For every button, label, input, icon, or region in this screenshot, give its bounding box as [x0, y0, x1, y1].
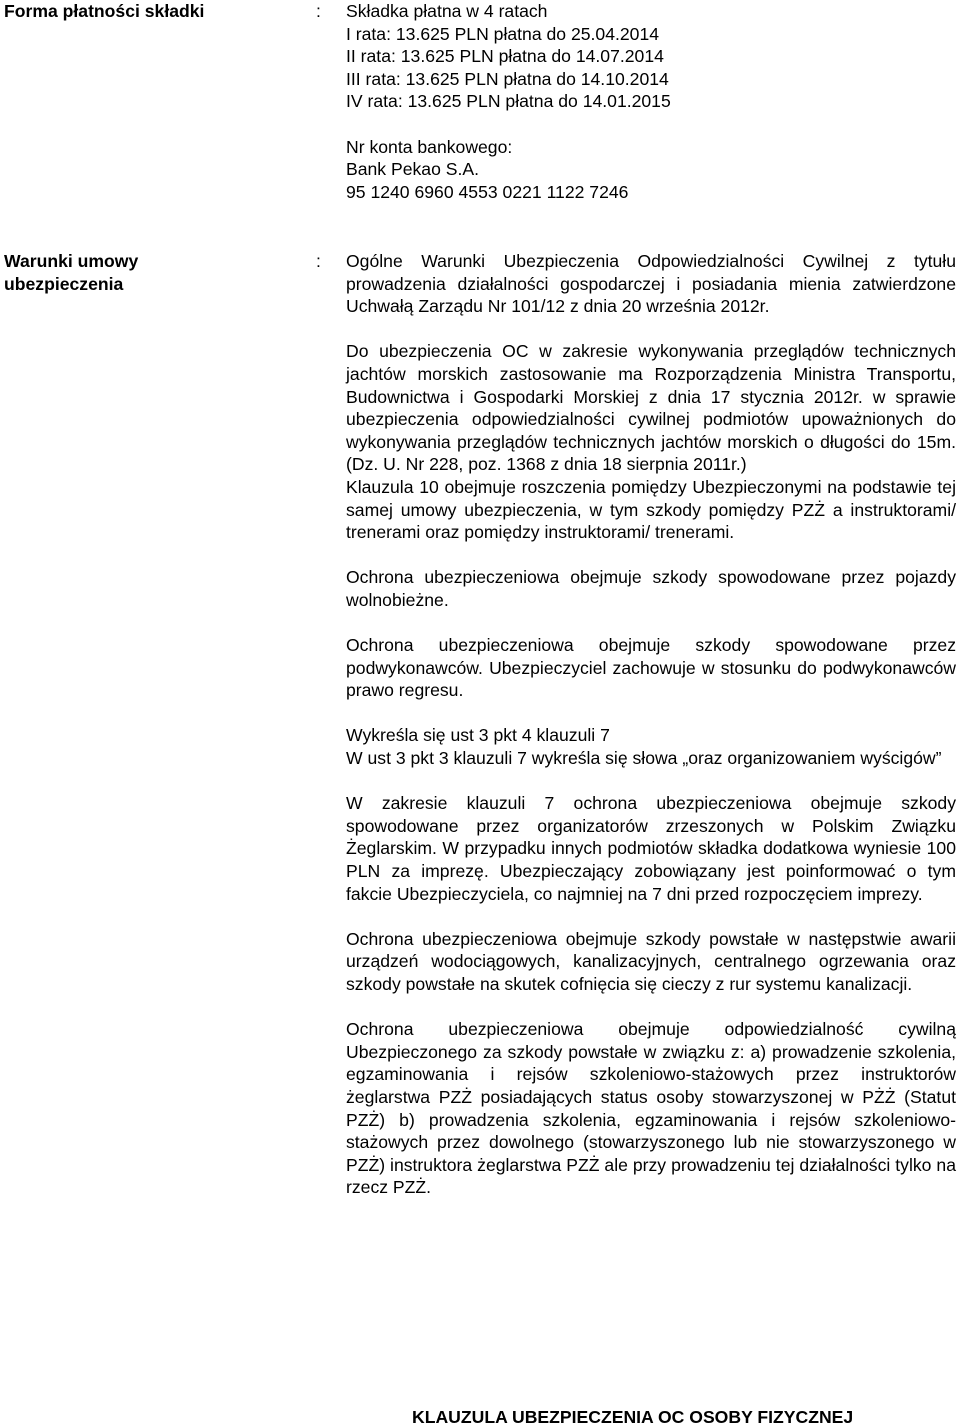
next-section-heading: KLAUZULA UBEZPIECZENIA OC OSOBY FIZYCZNEJ — [412, 1407, 854, 1427]
conditions-label-line1: Warunki umowy — [4, 251, 139, 271]
installment-line: Składka płatna w 4 ratach — [346, 1, 548, 21]
oc-inspections-paragraph: Do ubezpieczenia OC w zakresie wykonywania przeglądów technicznych jachtów morskich zastosowanie ma Rozporządzenia Ministra Transportu, Budownictwa i Gospodarki Morskiej z dnia 17 stycznia 2012r. w sprawie ubezpieczenia odpowiedzialności cywilnej podmiotów upoważnionych do wykonywania przeglądów technicznych jachtów morskich o długości do 15m. (Dz. U. Nr 228, poz. 1368 z dnia 18 sierpnia 2011r.) — [346, 341, 956, 475]
account-number: 95 1240 6960 4553 0221 1122 7246 — [346, 181, 629, 202]
conditions-label-line2: ubezpieczenia — [4, 273, 124, 294]
payment-details — [346, 0, 956, 203]
clause-10-paragraph: Klauzula 10 obejmuje roszczenia pomiędzy Ubezpieczonymi na podstawie tej samej umowy ubezpieczenia, w tym szkody pomiędzy PZŻ a instruktorami/ trenerami oraz pomiędzy instruktorami/ trenerami. — [346, 476, 956, 543]
clause-7-scope-paragraph: W zakresie klauzuli 7 ochrona ubezpieczeniowa obejmuje szkody spowodowane przez organizatorów zrzeszonych w Polskim Związku Żeglarskim. W przypadku innych podmiotów składka dodatkowa wyniesie 100 PLN za imprezę. Ubezpieczający zobowiązany jest poinformować o tym fakcie Ubezpieczyciela, co najmniej na 7 dni przed rozpoczęciem imprezy. — [346, 793, 956, 904]
conditions-label — [4, 250, 304, 295]
subcontractors-paragraph: Ochrona ubezpieczeniowa obejmuje szkody spowodowane przez podwykonawców. Ubezpieczyciel zachowuje w stosunku do podwykonawców prawo regresu. — [346, 635, 956, 701]
vehicles-paragraph: Ochrona ubezpieczeniowa obejmuje szkody spowodowane przez pojazdy wolnobieżne. — [346, 567, 956, 610]
installment-line: IV rata: 13.625 PLN płatna do 14.01.2015 — [346, 91, 671, 112]
installment-line: III rata: 13.625 PLN płatna do 14.10.2014 — [346, 68, 669, 89]
conditions-colon: : — [316, 251, 321, 271]
installment-line: II rata: 13.625 PLN płatna do 14.07.2014 — [346, 46, 664, 67]
installment-line: I rata: 13.625 PLN płatna do 25.04.2014 — [346, 23, 660, 44]
water-damage-paragraph: Ochrona ubezpieczeniowa obejmuje szkody powstałe w następstwie awarii urządzeń wodociągowych, kanalizacyjnych, centralnego ogrzewania oraz szkody powstałe na skutek cofnięcia się cieczy z rur systemu kanalizacji. — [346, 928, 956, 994]
bank-account-header: Nr konta bankowego: — [346, 136, 513, 157]
general-conditions-paragraph: Ogólne Warunki Ubezpieczenia Odpowiedzialności Cywilnej z tytułu prowadzenia działalności gospodarczej i posiadania mienia zatwierdzone Uchwałą Zarządu Nr 101/12 z dnia 20 września 2012r. — [346, 251, 956, 317]
clause-7-deletion-line: Wykreśla się ust 3 pkt 4 klauzuli 7 — [346, 725, 610, 746]
bank-name: Bank Pekao S.A. — [346, 159, 480, 180]
payment-colon: : — [316, 1, 321, 21]
conditions-text — [346, 250, 956, 1199]
clause-7-words-deletion: W ust 3 pkt 3 klauzuli 7 wykreśla się słowa „oraz organizowaniem wyścigów” — [346, 748, 942, 769]
payment-label: Forma płatności składki — [4, 1, 205, 21]
instructors-liability-paragraph: Ochrona ubezpieczeniowa obejmuje odpowiedzialność cywilną Ubezpieczonego za szkody powstałe w związku z: a) prowadzenie szkolenia, egzaminowania i rejsów szkoleniowo-stażowych przez instruktorów żeglarstwa PZŻ posiadających status osoby stowarzyszonej w PŻŻ (Statut PZŻ) b) prowadzenia szkolenia, egzaminowania i rejsów szkoleniowo-stażowych przez dowolnego (stowarzyszonego lub nie stowarzyszonego w PZŻ) instruktora żeglarstwa PZŻ ale przy prowadzeniu tej działalności tylko na rzecz PZŻ. — [346, 1019, 956, 1198]
